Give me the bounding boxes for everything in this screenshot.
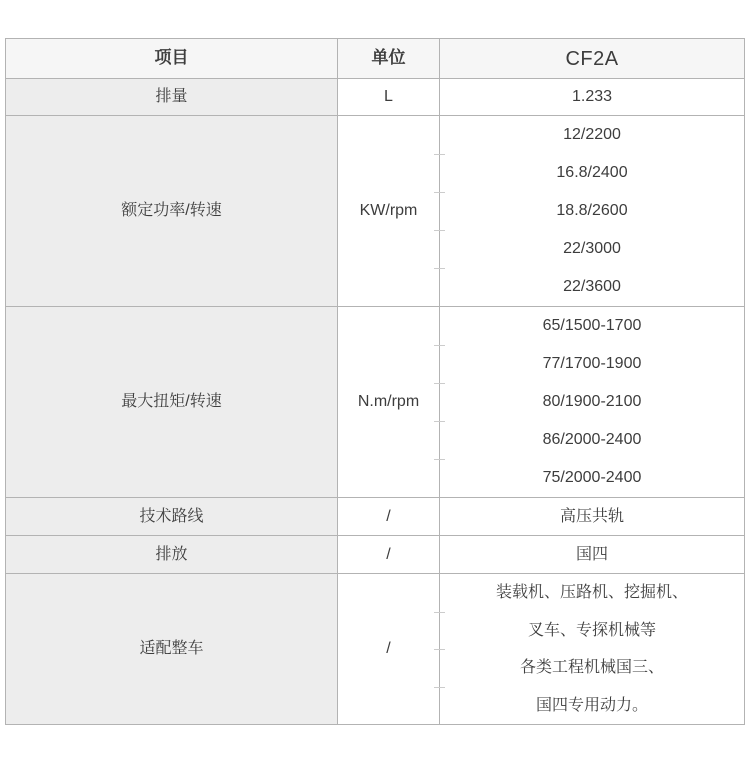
value-line: 叉车、专探机械等	[440, 612, 744, 650]
unit-cell: /	[338, 536, 440, 574]
value-line: 12/2200	[440, 116, 744, 154]
header-cell-model: CF2A	[440, 39, 745, 79]
value-line: 65/1500-1700	[440, 307, 744, 345]
value-line: 22/3600	[563, 278, 621, 296]
value-line: 22/3000	[440, 230, 744, 268]
unit-cell: /	[338, 498, 440, 536]
unit-cell: N.m/rpm	[338, 307, 440, 498]
value-cell	[440, 116, 745, 307]
table-row-fitment	[6, 574, 745, 725]
value-cell: 国四	[440, 536, 745, 574]
value-line: 77/1700-1900	[440, 345, 744, 383]
row-label: 适配整车	[6, 574, 338, 725]
value-cell	[440, 307, 745, 498]
value-line: 75/2000-2400	[542, 469, 642, 487]
table-row-displacement	[6, 79, 745, 116]
value-line: 16.8/2400	[440, 154, 744, 192]
unit-cell: L	[338, 79, 440, 116]
value-line: 86/2000-2400	[440, 421, 744, 459]
row-label: 排放	[6, 536, 338, 574]
value-line: 装载机、压路机、挖掘机、	[440, 574, 744, 612]
value-cell: 高压共轨	[440, 498, 745, 536]
header-cell-item: 项目	[6, 39, 338, 79]
row-label: 最大扭矩/转速	[6, 307, 338, 498]
row-label: 技术路线	[6, 498, 338, 536]
table-row-rated-power	[6, 116, 745, 307]
value-line: 国四专用动力。	[535, 696, 648, 714]
row-label: 额定功率/转速	[6, 116, 338, 307]
table-row-max-torque	[6, 307, 745, 498]
value-line: 18.8/2600	[440, 192, 744, 230]
table-row-emission	[6, 536, 745, 574]
row-label: 排量	[6, 79, 338, 116]
value-line: 各类工程机械国三、	[440, 649, 744, 687]
unit-cell: KW/rpm	[338, 116, 440, 307]
table-row-tech-route	[6, 498, 745, 536]
unit-cell: /	[338, 574, 440, 725]
header-cell-unit: 单位	[338, 39, 440, 79]
header-row	[6, 39, 745, 79]
engine-spec-table	[5, 38, 745, 725]
value-cell: 1.233	[440, 79, 745, 116]
value-cell	[440, 574, 745, 725]
value-line: 80/1900-2100	[440, 383, 744, 421]
